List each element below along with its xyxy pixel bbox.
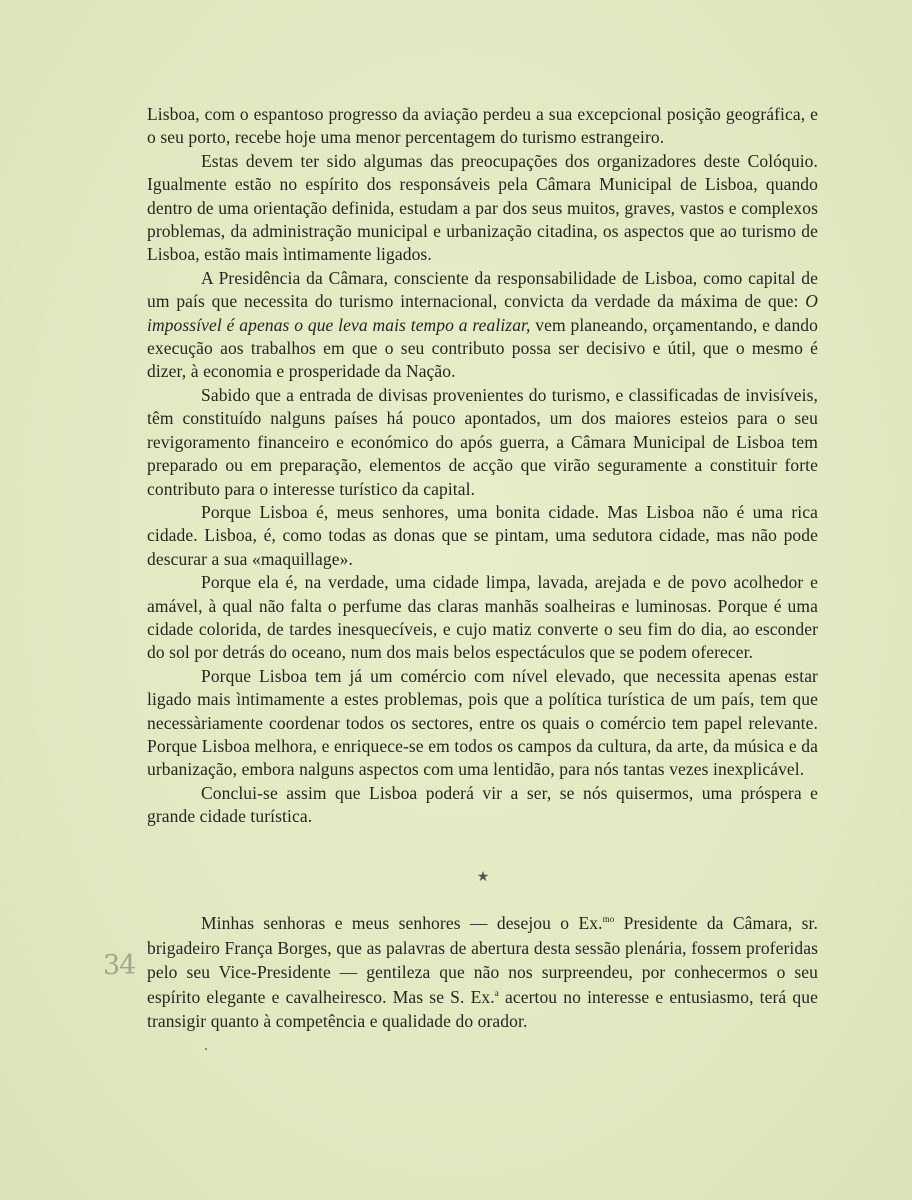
superscript-a: a [494, 987, 499, 998]
paragraph-5: Porque Lisboa é, meus senhores, uma bonita cidade. Mas Lisboa não é uma rica cidade. Lisboa, é, como todas as donas que se pintam, uma sedutora cidade, mas não pode descurar a sua «maquillage». [147, 501, 818, 569]
closing-part-1: Minhas senhoras e meus senhores — desejou o Ex. [201, 913, 603, 933]
paragraph-1: Lisboa, com o espantoso progresso da aviação perdeu a sua excepcional posição geográfica, e o seu porto, recebe hoje uma menor percentagem do turismo estrangeiro. [147, 104, 818, 148]
page-number: 34 [103, 950, 136, 981]
paragraph-6: Porque ela é, na verdade, uma cidade limpa, lavada, arejada e de povo acolhedor e amável, à qual não falta o perfume das claras manhãs soalheiras e luminosas. Porque é uma cidade colorida, de tardes inesquecíveis, e cujo matiz converte o seu fim do dia, ao esconder do sol por detrás do oceano, num dos mais belos espectáculos que se podem oferecer. [147, 572, 818, 663]
maxim-quote: O impossível é apenas o que leva mais tempo a realizar, [147, 291, 818, 335]
paragraph-4: Sabido que a entrada de divisas provenientes do turismo, e classificadas de invisíveis, têm constituído nalguns países há pouco apontados, um dos maiores esteios para o seu revigoramento financeiro e económico do após guerra, a Câmara Municipal de Lisboa tem preparado ou em preparação, elementos de acção que virão seguramente a constituir forte contributo para o interesse turístico da capital. [147, 384, 818, 499]
paragraph-3-lead: A Presidência da Câmara, consciente da responsabilidade de Lisboa, como capital de um país que necessita do turismo internacional, convicta da verdade da máxima de que: [147, 267, 818, 312]
closing-paragraph [147, 911, 818, 1034]
closing-part-3: acertou no interesse e entusiasmo, terá que transigir quanto à competência e qualidade do orador. [147, 986, 818, 1031]
body-text [147, 103, 818, 829]
section-separator-star-icon: ★ [476, 870, 490, 885]
closing-part-2: Presidente da Câmara, sr. brigadeiro França Borges, que as palavras de abertura desta sessão plenária, fossem proferidas pelo seu Vice-Presidente — gentileza que não nos surpreendeu, por conhecermos o seu espírito elegante e cavalheiresco. Mas se S. Ex. [147, 913, 818, 1007]
closing-text [147, 911, 818, 1034]
paper-speck [205, 1048, 207, 1050]
paragraph-3-tail: vem planeando, orçamentando, e dando execução aos trabalhos em que o seu contributo possa ser decisivo e útil, que o mesmo é dizer, à economia e prosperidade da Nação. [147, 314, 818, 382]
paragraph-8: Conclui-se assim que Lisboa poderá vir a ser, se nós quisermos, uma próspera e grande cidade turística. [147, 782, 818, 827]
paragraph-2: Estas devem ter sido algumas das preocupações dos organizadores deste Colóquio. Igualmente estão no espírito dos responsáveis pela Câmara Municipal de Lisboa, quando dentro de uma orientação definida, estudam a par dos seus muitos, graves, vastos e complexos problemas, da administração municipal e urbanização citadina, os aspectos que ao turismo de Lisboa, estão mais ìntimamente ligados. [147, 150, 818, 265]
superscript-mo: mo [602, 914, 615, 924]
paragraph-7: Porque Lisboa tem já um comércio com nível elevado, que necessita apenas estar ligado mais ìntimamente a estes problemas, pois que a política turística de um país, tem que necessàriamente coordenar todos os sectores, entre os quais o comércio tem papel relevante. Porque Lisboa melhora, e enriquece-se em todos os campos da cultura, da arte, da música e da urbanização, embora nalguns aspectos com uma lentidão, para nós tantas vezes inexplicável. [147, 665, 818, 780]
paragraph-3 [147, 267, 818, 384]
